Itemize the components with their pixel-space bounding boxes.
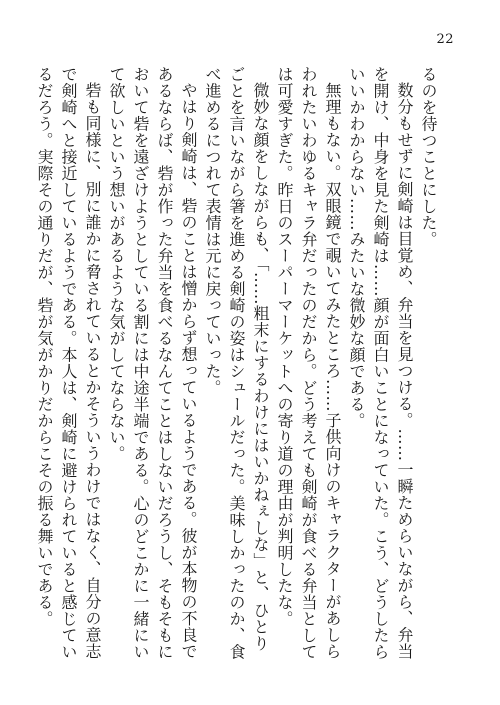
paragraph: るのを待つことにした。 bbox=[419, 66, 438, 248]
page-number: 22 bbox=[436, 32, 454, 47]
paragraph: 数分もせずに剣崎は目覚め、弁当を見つける。……一瞬ためらいながら、弁当を開け、中身を見た剣崎は……顔が面白いことになっていた。こう、どうしたらいいかわからない……みたいな微妙な顔である。 bbox=[347, 66, 414, 660]
paragraph: 砦も同様に、別に誰かに脅されているとかそういうわけではなく、自分の意志で剣崎へと接近しているようである。本人は、剣崎に避けられていると感じているだろう。実際その通りだが、砦が気がかりだからこその振る舞いである。 bbox=[35, 66, 102, 660]
paragraph: やはり剣崎は、砦のことは憎からず想っているようである。彼が本物の不良であるならば、砦が作った弁当を食べるなんてことはしないだろうし、そもそもにおいて砦を遠ざけようとしている割には中途半端である。心のどこかに一緒にいて欲しいという想いがあるような気がしてならない。 bbox=[107, 66, 198, 660]
paragraph: 無理もない。双眼鏡で覗いてみたところ……子供向けのキャラクターがあしらわれたいわゆるキャラ弁だったのだから。どう考えても剣崎が食べる弁当としては可愛すぎた。昨日のスーパーマーケットへの寄り道の理由が判明したな。 bbox=[275, 66, 342, 660]
body-text bbox=[35, 66, 440, 666]
paragraph: 微妙な顔をしながらも、「……粗末にするわけにはいかねぇしな」と、ひとりごとを言いながら箸を進める剣崎の姿はシュールだった。美味しかったのか、食べ進めるにつれて表情は元に戻っていった。 bbox=[203, 66, 270, 660]
